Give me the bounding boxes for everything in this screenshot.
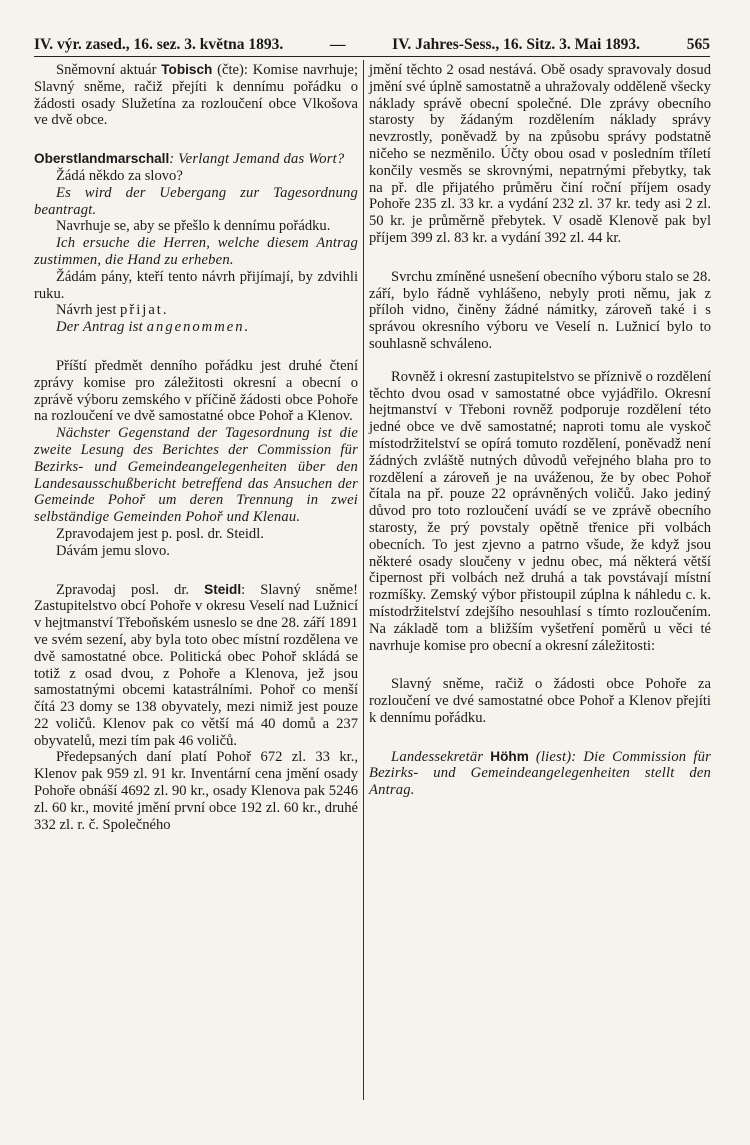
header-german: IV. Jahres-Sess., 16. Sitz. 3. Mai 1893. [392,36,641,53]
page-header [34,36,710,54]
paragraph: Předepsaných daní platí Pohoř 672 zl. 33 kr., Klenov pak 959 zl. 91 kr. Inventární cena jmění osady Pohoře obnáší 4692 zl. 90 kr., osady Klenova pak 5246 zl. 60 kr., movité jmění první obce 192 zl. 60 kr., druhé 332 zl. r. č. Společného [34,749,358,833]
paragraph: Příští předmět denního pořádku jest druhé čtení zprávy komise pro záležitosti okresní a obecní o zprávě výboru zemského v příčině žádosti obce Pohoře na rozloučení ve dvě samostatné obce Pohoř a Klenov. [34,357,358,425]
speaker-name: Steidl [204,581,242,597]
paragraph: Dávám jemu slovo. [56,542,170,559]
paragraph: Oberstlandmarschall: Verlangt Jemand das Wort? [34,151,345,168]
paragraph: Ich ersuche die Herren, welche diesem Antrag zustimmen, die Hand zu erheben. [34,235,358,268]
left-column [34,62,358,833]
paragraph: Rovněž i okresní zastupitelstvo se příznivě o rozdělení těchto dvou osad v samostatné obce vyjádřilo. Okresní hejtmanství v Třeboni rovněž podporuje rozdělení této jedné obce ve dvě samostatné; naproti tomu ale vyskoč místodržitelství se opírá tomuto rozdělení, poněvadž není žádných zvláště nutných důvodů veřejného blaha pro to rozdělení a zároveň je na uváženou, že by obec Pohoř čítala na př. pouze 22 oprávněných voličů. Jako jediný důvod pro toto rozloučení uvádí se ve zprávě obecního starosty, že prý povstaly opětně třenice při volbách obecních. To jest zjevno a patrno všude, že když jsou některé osady sloučeny v jednu obec, má některá větší čipernost při volbách než druhá a tak povstávají místní rozmíšky. Zemský výbor přistoupil zúplna k náhledu c. k. místodržitelství zdejšího nesouhlasí s tímto rozloučením. Na základě tom a bližším vyšetření poměrů u věci té navrhuje komise pro obecní a okresní záležitosti: [369,368,711,654]
paragraph: Zpravodaj posl. dr. Steidl: Slavný sněme! Zastupitelstvo obcí Pohoře v okresu Veselí nad Lužnicí v hejtmanství Třeboňském usneslo se dne 28. září 1891 ve svém sezení, aby byla toto obec místní rozdělena ve dvě samostatné obce. Politická obec Pohoř skládá se totiž z osad dvou, z Pohoře a Klenova, jež jsou samostatnými obcemi katastrálními. Pohoř co menší čítá 23 domy se 138 obyvately, mezi nimiž jest pouze 22 voličů. Klenov pak co větší má 40 domů a 237 obyvatelů, mezi tím pak 46 voličů. [34,581,358,749]
paragraph: Navrhuje se, aby se přešlo k dennímu pořádku. [56,218,331,235]
paragraph: Sněmovní aktuár Tobisch (čte): Komise navrhuje; Slavný sněme, račiž přejíti k dennímu pořádku o žádosti osady Služetína za rozloučení obce Vlkošova ve dvě obce. [34,62,358,129]
paragraph: Návrh jest přijat. [56,302,169,319]
speaker-name: Oberstlandmarschall [34,151,170,167]
paragraph: Slavný sněme, račiž o žádosti obce Pohoře za rozloučení ve dvé samostatné obce Pohoř a Klenov přejíti k dennímu pořádku. [369,676,711,726]
speaker-name: Höhm [490,748,529,764]
paragraph: Zpravodajem jest p. posl. dr. Steidl. [56,525,264,542]
paragraph: Es wird der Uebergang zur Tagesordnung beantragt. [34,184,358,218]
right-column [369,62,711,799]
header-separator: — [329,36,346,53]
paragraph: Der Antrag ist angenommen. [56,319,251,336]
paragraph: Nächster Gegenstand der Tagesordnung ist die zweite Lesung des Berichtes der Commission für Bezirks- und Gemeindeangelegenheiten über den Landesausschußbericht betreffend das Ansuchen der Gemeinde Pohoř um deren Trennung in zwei selbständige Gemeinden Pohoř und Klenau. [34,425,358,526]
page-number: 565 [686,36,710,53]
paragraph: Žádá někdo za slovo? [56,167,183,184]
paragraph: jmění těchto 2 osad nestává. Obě osady spravovaly dosud jmění své úplně samostatně a uhražovaly odděleně všecky náklady správě obecní společné. Dle zprávy obecního starosty by žádaným rozdělením náklady správy nevzrostly, poněvadž by na způsobu správy podstatně ničeho se nezměnilo. Účty obou osad v posledním tříletí končily vesměs se skrovnými, nepatrnými přebytky, tak na př. dle přijatého průměru činí roční příjem osady Pohoře 235 zl. 33 kr. a vydání 232 zl. 37 kr. tedy asi 2 zl. 50 kr. je průměrně přebytek. V osadě Klenově pak byl příjem 399 zl. 83 kr. a vydání 392 zl. 44 kr. [369,62,711,246]
column-divider [363,60,364,1100]
paragraph: Svrchu zmíněné usnešení obecního výboru stalo se 28. září, bylo řádně vyhlášeno, nebyly proti němu, jak z příloh vidno, činěny žádné námitky, zároveň také i s správou okresního výboru ve Veselí n. Lužnicí bylo to souhlasně schváleno. [369,268,711,352]
paragraph: Landessekretär Höhm (liest): Die Commission für Bezirks- und Gemeindeangelegenheiten stellt den Antrag. [369,748,711,799]
header-czech: IV. výr. zased., 16. sez. 3. května 1893. [34,36,284,53]
paragraph: Žádám pány, kteří tento návrh přijímají, by zdvihli ruku. [34,268,358,302]
header-rule [34,56,710,57]
speaker-name: Tobisch [161,62,213,77]
